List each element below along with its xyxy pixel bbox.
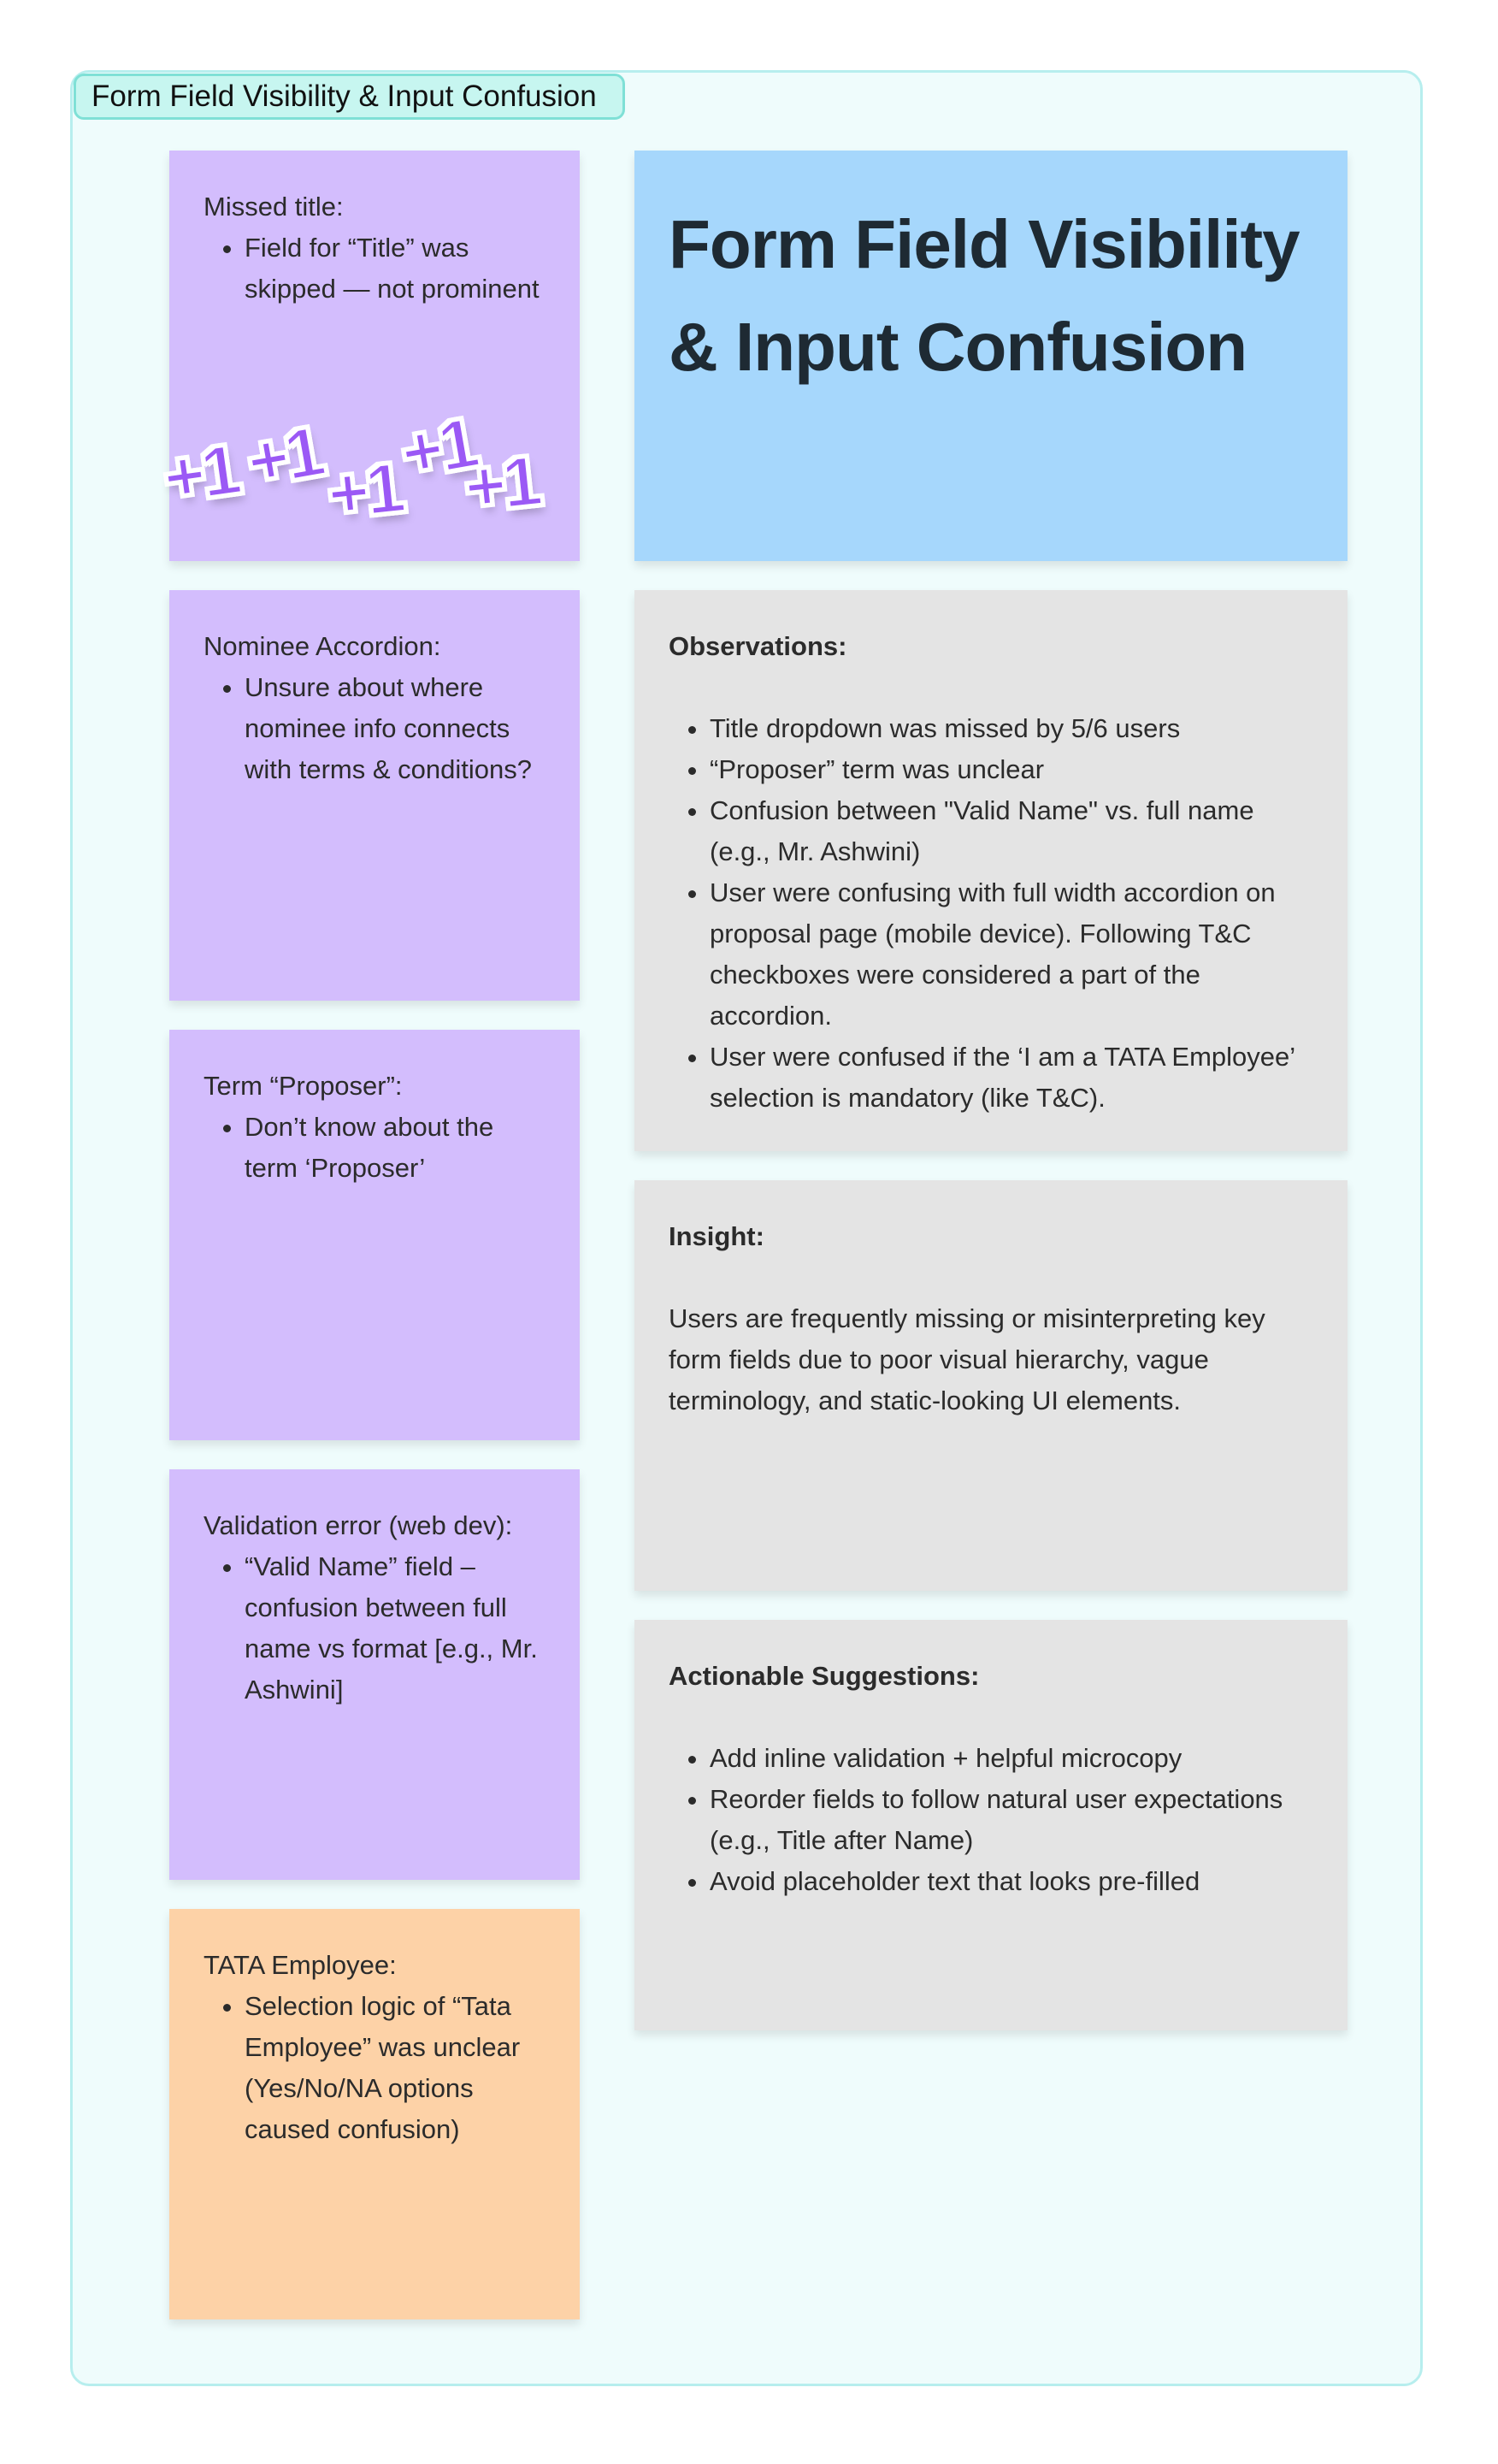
observations-heading: Observations:	[669, 631, 847, 661]
big-title: Form Field Visibility & Input Confusion	[669, 206, 1300, 385]
plus-one-reaction[interactable]: +1	[241, 412, 327, 502]
note-heading: Missed title:	[203, 192, 344, 222]
note-heading: Term “Proposer”:	[203, 1071, 403, 1101]
sticky-note-term-proposer[interactable]	[169, 1030, 580, 1440]
plus-one-reaction[interactable]: +1	[461, 441, 542, 528]
observation-item: • User were confusing with full width accordion on proposal page (mobile device). Following T&C checkboxes were considered a part of the accordion.	[710, 872, 1313, 1037]
plus-one-reaction[interactable]: +1	[159, 430, 243, 518]
note-bullets	[203, 1986, 546, 2150]
observation-item: • User were confused if the ‘I am a TATA Employee’ selection is mandatory (like T&C).	[710, 1037, 1313, 1119]
observations-card[interactable]	[634, 590, 1348, 1151]
insight-card[interactable]	[634, 1180, 1348, 1591]
observation-item: • Confusion between "Valid Name" vs. full name (e.g., Mr. Ashwini)	[710, 790, 1313, 872]
suggestions-heading: Actionable Suggestions:	[669, 1661, 980, 1691]
note-bullets	[203, 667, 546, 790]
suggestion-item: • Reorder fields to follow natural user expectations (e.g., Title after Name)	[710, 1779, 1313, 1861]
note-heading: Nominee Accordion:	[203, 631, 441, 661]
observations-list	[669, 708, 1313, 1119]
suggestion-item: • Add inline validation + helpful microcopy	[710, 1738, 1313, 1779]
insight-body: Users are frequently missing or misinterpreting key form fields due to poor visual hierarchy, vague terminology, and static-looking UI elements.	[669, 1303, 1265, 1415]
sticky-note-nominee-accordion[interactable]	[169, 590, 580, 1001]
note-heading: Validation error (web dev):	[203, 1510, 513, 1540]
observation-item: • Title dropdown was missed by 5/6 users	[710, 708, 1313, 749]
note-bullet: • Field for “Title” was skipped — not prominent	[245, 227, 546, 310]
note-bullets	[203, 227, 546, 310]
plus-one-reaction[interactable]: +1	[324, 448, 405, 535]
note-bullet: • Selection logic of “Tata Employee” was unclear (Yes/No/NA options caused confusion)	[245, 1986, 546, 2150]
suggestions-list	[669, 1738, 1313, 1902]
section-title[interactable]: Form Field Visibility & Input Confusion	[74, 74, 625, 120]
note-bullet: • Don’t know about the term ‘Proposer’	[245, 1107, 546, 1189]
note-bullet: • “Valid Name” field – confusion between full name vs format [e.g., Mr. Ashwini]	[245, 1546, 546, 1711]
note-bullet: • Unsure about where nominee info connects with terms & conditions?	[245, 667, 546, 790]
sticky-note-validation-error[interactable]	[169, 1469, 580, 1880]
sticky-note-tata-employee[interactable]	[169, 1909, 580, 2319]
note-heading: TATA Employee:	[203, 1950, 397, 1980]
note-bullets	[203, 1107, 546, 1189]
suggestion-item: • Avoid placeholder text that looks pre-filled	[710, 1861, 1313, 1902]
plus-one-reaction[interactable]: +1	[395, 404, 481, 493]
suggestions-card[interactable]	[634, 1620, 1348, 2030]
observation-item: • “Proposer” term was unclear	[710, 749, 1313, 790]
note-bullets	[203, 1546, 546, 1711]
insight-heading: Insight:	[669, 1221, 764, 1251]
title-card[interactable]	[634, 151, 1348, 561]
sticky-note-missed-title[interactable]	[159, 151, 580, 561]
